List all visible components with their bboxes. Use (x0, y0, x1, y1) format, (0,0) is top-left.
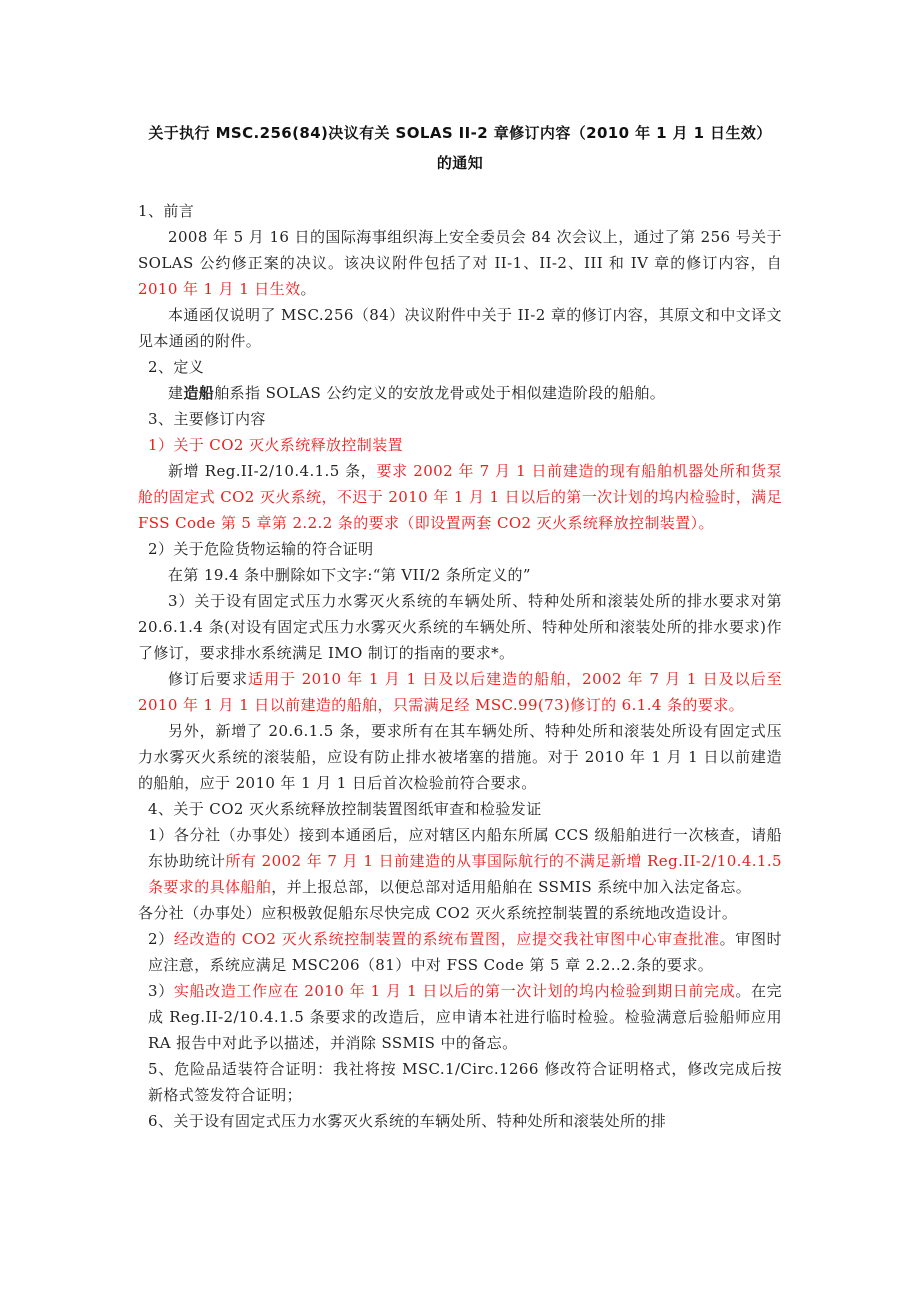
text-run: 。 (300, 280, 316, 298)
text-run: ，并上报总部，以便总部对适用船舶在 SSMIS 系统中加入法定备忘。 (271, 878, 752, 896)
text-run: 舶系指 SOLAS 公约定义的安放龙骨或处于相似建造阶段的船舶。 (214, 384, 666, 402)
highlight-text: 适用于 2010 年 1 月 1 日及以后建造的船舶，2002 年 7 月 1 日及以后至 2010 年 1 月 1 日以前建造的船舶，只需满足经 MSC.99(73)修订的 6.1.4 条的要求。 (138, 670, 782, 714)
subsection-3-3-paragraph-2 (138, 666, 782, 718)
subsection-3-2-paragraph: 在第 19.4 条中删除如下文字:“第 VII/2 条所定义的” (168, 566, 531, 584)
document-title (138, 118, 782, 178)
bold-text: 造船 (183, 384, 215, 402)
subsection-3-1-heading: 1）关于 CO2 灭火系统释放控制装置 (148, 436, 403, 454)
highlight-text: 实船改造工作应在 2010 年 1 月 1 日以后的第一次计划的坞内检验到期日前完成 (173, 982, 736, 1000)
subsection-3-3-paragraph-3: 另外，新增了 20.6.1.5 条，要求所有在其车辆处所、特种处所和滚装处所设有固定式压力水雾灭火系统的滚装船，应设有防止排水被堵塞的措施。对于 2010 年 1 月 1 日以前建造的船舶，应于 2010 年 1 月 1 日后首次检验前符合要求。 (138, 722, 782, 792)
highlight-text: 经改造的 CO2 灭火系统控制装置的系统布置图，应提交我社审图中心审查批准 (173, 930, 720, 948)
text-run: 2） (148, 930, 174, 948)
section-3-heading: 3、主要修订内容 (148, 410, 266, 428)
title-line-2: 的通知 (436, 154, 484, 172)
section-4-paragraph-1b: 各分社（办事处）应积极敦促船东尽快完成 CO2 灭火系统控制装置的系统地改造设计。 (138, 904, 738, 922)
section-5-paragraph: 5、危险品适装符合证明：我社将按 MSC.1/Circ.1266 修改符合证明格式，修改完成后按新格式签发符合证明； (148, 1060, 782, 1104)
subsection-3-1-paragraph (138, 458, 782, 536)
text-run: 。在完成 Reg.II-2/10.4.1.5 条要求的改造后，应申请本社进行临时检验。检验满意后验船师应用 RA 报告中对此予以描述，并消除 SSMIS 中的备忘。 (148, 982, 783, 1052)
section-4-paragraph-2 (138, 926, 782, 978)
section-2-paragraph (138, 380, 782, 406)
title-line-1: 关于执行 MSC.256(84)决议有关 SOLAS II-2 章修订内容（2010 年 1 月 1 日生效） (148, 124, 772, 142)
section-4-paragraph-1 (138, 822, 782, 900)
text-run: 建 (168, 384, 184, 402)
text-run: 2008 年 5 月 16 日的国际海事组织海上安全委员会 84 次会议上，通过了第 256 号关于 SOLAS 公约修正案的决议。该决议附件包括了对 II-1、II-2、III 和 IV 章的修订内容，自 (138, 228, 782, 272)
text-run: 修订后要求 (168, 670, 248, 688)
text-run: 1）各分社（办事处）接到本通函后，应对辖区内船东所属 CCS 级船舶进行一次核查，请船东协助统计 (148, 826, 782, 870)
highlight-text: 2010 年 1 月 1 日生效 (138, 280, 301, 298)
section-1-paragraph-2: 本通函仅说明了 MSC.256（84）决议附件中关于 II-2 章的修订内容，其原文和中文译文见本通函的附件。 (138, 306, 782, 350)
section-6-paragraph: 6、关于设有固定式压力水雾灭火系统的车辆处所、特种处所和滚装处所的排 (148, 1112, 667, 1130)
highlight-text: 所有 2002 年 7 月 1 日前建造的从事国际航行的不满足新增 Reg.II-2/10.4.1.5 条要求的具体船舶 (148, 852, 782, 896)
document-page (138, 118, 782, 1134)
subsection-3-3-paragraph-1: 3）关于设有固定式压力水雾灭火系统的车辆处所、特种处所和滚装处所的排水要求对第 20.6.1.4 条(对设有固定式压力水雾灭火系统的车辆处所、特种处所和滚装处所的排水要求)作了修订，要求排水系统满足 IMO 制订的指南的要求*。 (138, 592, 782, 662)
section-4-paragraph-3 (138, 978, 782, 1056)
section-1-heading: 1、前言 (138, 202, 195, 220)
text-run: 。审图时应注意，系统应满足 MSC206（81）中对 FSS Code 第 5 章 2.2..2.条的要求。 (148, 930, 782, 974)
text-run: 3） (148, 982, 174, 1000)
text-run: 新增 Reg.II-2/10.4.1.5 条， (168, 462, 377, 480)
section-1-paragraph-1 (138, 224, 782, 302)
subsection-3-2-heading: 2）关于危险货物运输的符合证明 (148, 540, 374, 558)
section-4-heading: 4、关于 CO2 灭火系统释放控制装置图纸审查和检验发证 (148, 800, 542, 818)
section-2-heading: 2、定义 (148, 358, 205, 376)
highlight-text: 要求 2002 年 7 月 1 日前建造的现有船舶机器处所和货泵舱的固定式 CO2 灭火系统，不迟于 2010 年 1 月 1 日以后的第一次计划的坞内检验时，满足 FSS Code 第 5 章第 2.2.2 条的要求（即设置两套 CO2 灭火系统释放控制装置）。 (138, 462, 782, 532)
